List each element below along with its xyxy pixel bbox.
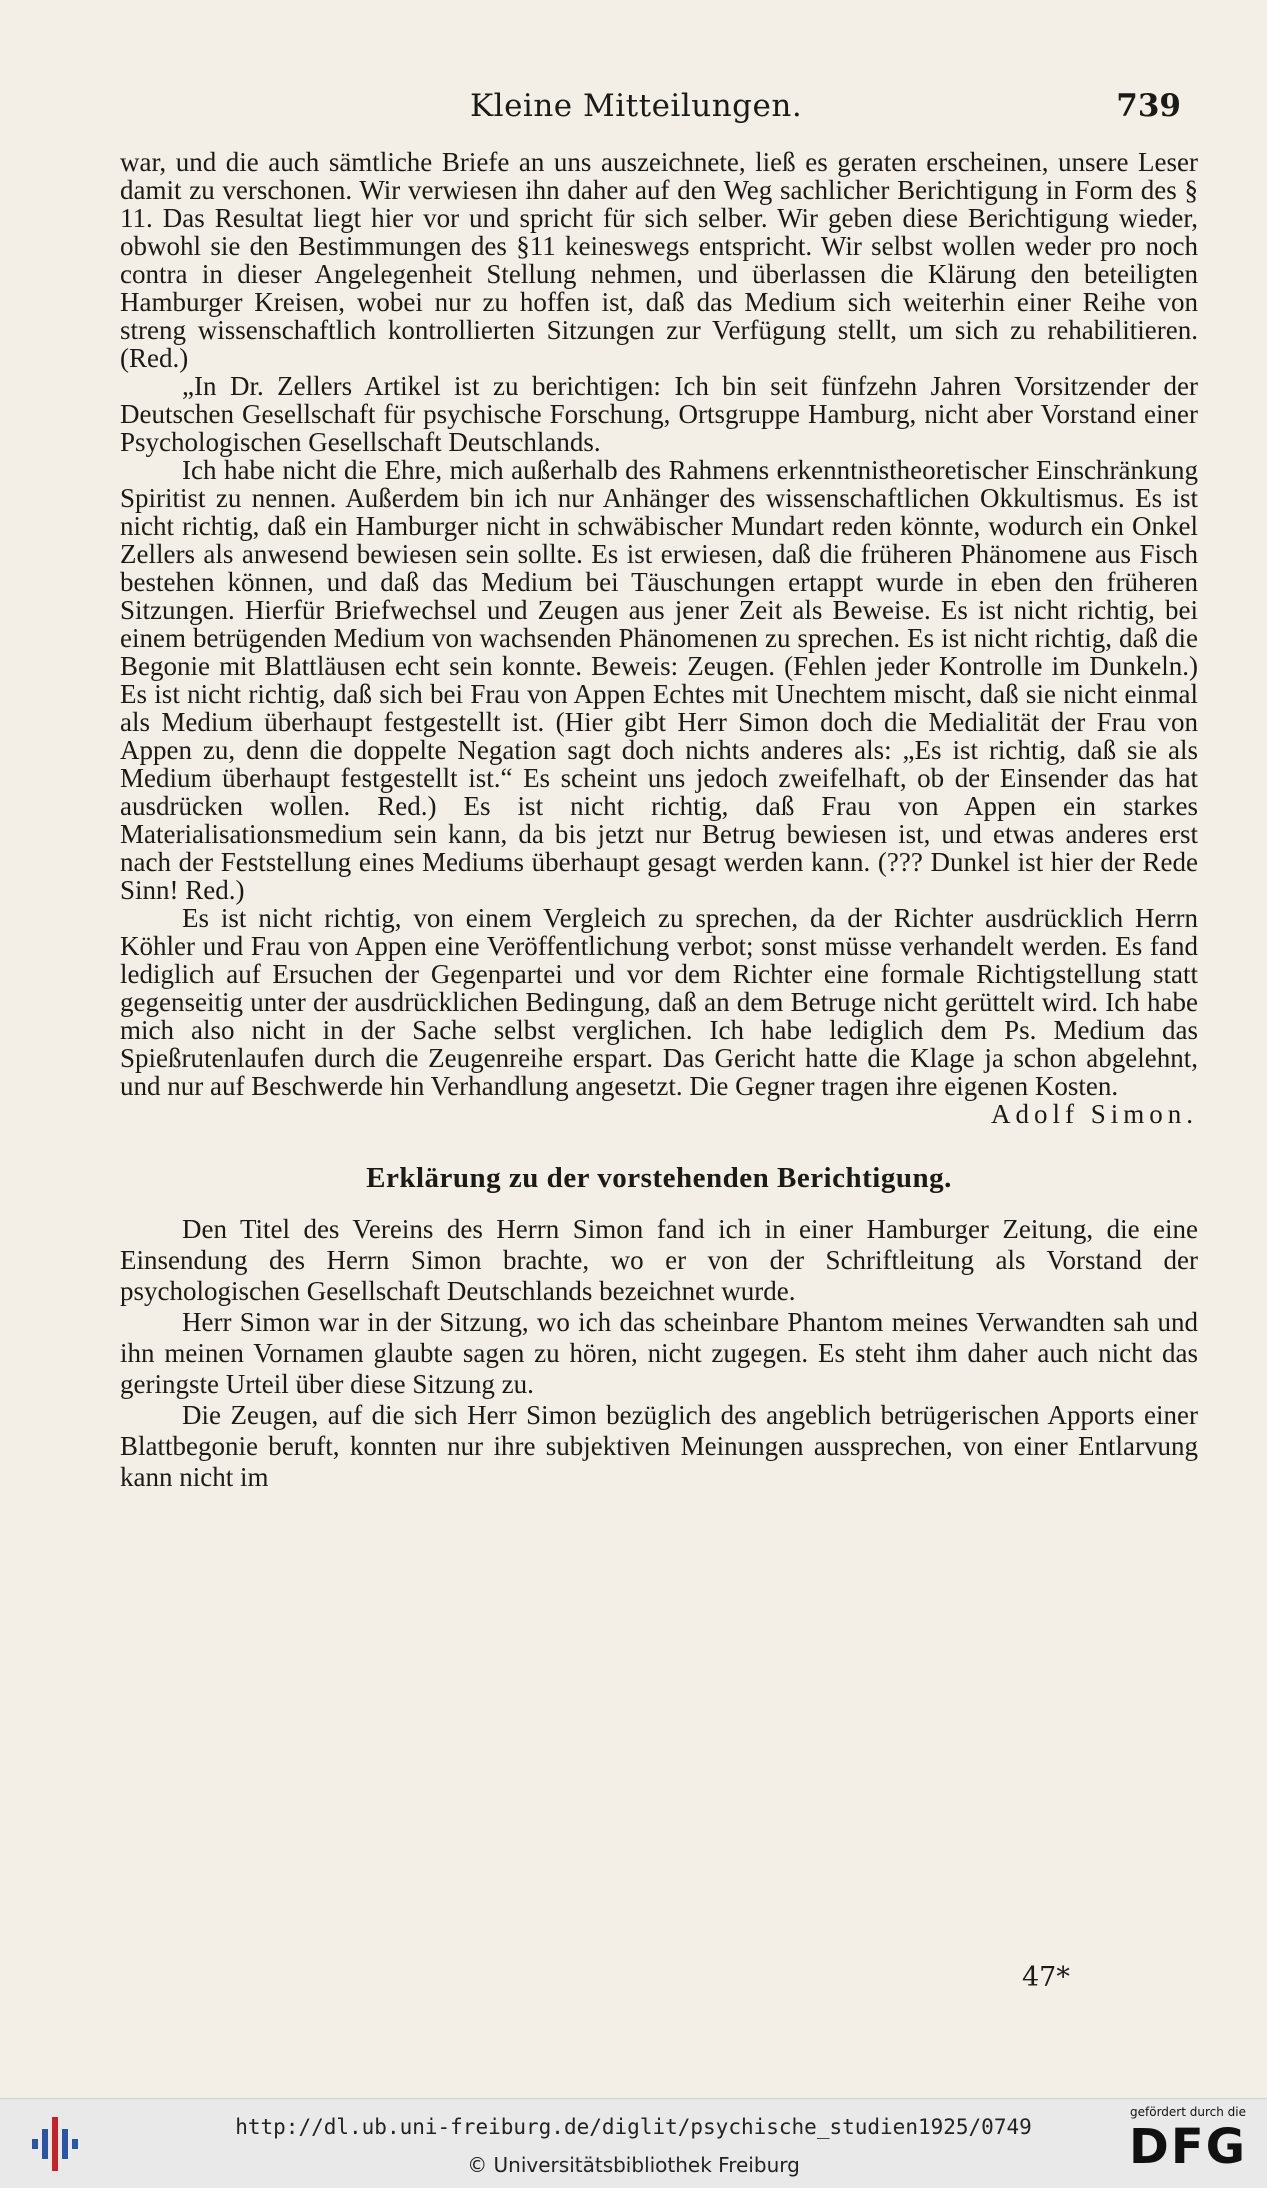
page-number: 739 [1116,88,1181,124]
funder-caption: gefördert durch die [1130,2105,1246,2119]
section-heading: Erklärung zu der vorstehenden Berichtigung. [366,1162,952,1194]
signature: Adolf Simon. [990,1099,1198,1129]
permalink-url[interactable]: http://dl.ub.uni-freiburg.de/diglit/psychische_studien1925/0749 [235,2115,1032,2139]
running-head: Kleine Mitteilungen. [470,88,803,124]
viewer-footer [0,2098,1267,2188]
paragraph: „In Dr. Zellers Artikel ist zu berichtigen: Ich bin seit fünfzehn Jahren Vorsitzender der Deutschen Gesellschaft für psychische Forschung, Ortsgruppe Hamburg, nicht aber Vorstand einer Psychologischen Gesellschaft Deutschlands. [120,371,1198,457]
paragraph: war, und die auch sämtliche Briefe an uns auszeichnete, ließ es geraten erscheinen, unsere Leser damit zu verschonen. Wir verwiesen ihn daher auf den Weg sachlicher Berichtigung in Form des § 11. Das Resultat liegt hier vor und spricht für sich selber. Wir geben diese Berichtigung wieder, obwohl sie den Bestimmungen des §11 keineswegs entspricht. Wir selbst wollen weder pro noch contra in dieser Angelegenheit Stellung nehmen, und überlassen die Klärung den beteiligten Hamburger Kreisen, wobei nur zu hoffen ist, daß das Medium sich weiterhin einer Reihe von streng wissenschaftlich kontrollierten Sitzungen zur Verfügung stellt, um sich zu rehabilitieren. (Red.) [120,147,1198,373]
body-text [120,148,1198,1493]
paragraph: Den Titel des Vereins des Herrn Simon fand ich in einer Hamburger Zeitung, die eine Einsendung des Herrn Simon brachte, wo er von der Schriftleitung als Vorstand der psychologischen Gesellschaft Deutschlands bezeichnet wurde. [120,1214,1198,1306]
paragraph: Die Zeugen, auf die sich Herr Simon bezüglich des angeblich betrügerischen Apports einer Blattbegonie beruft, konnten nur ihre subjektiven Meinungen aussprechen, von einer Entlarvung kann nicht im [120,1400,1198,1492]
copyright-notice: © Universitätsbibliothek Freiburg [467,2153,800,2177]
dfg-funder-logo[interactable] [1123,2105,1253,2175]
paragraph: Es ist nicht richtig, von einem Vergleich zu sprechen, da der Richter ausdrücklich Herrn Köhler und Frau von Appen eine Veröffentlichung verbot; sonst müsse verhandelt werden. Es fand lediglich auf Ersuchen der Gegenpartei und vor dem Richter eine formale Richtigstellung statt gegenseitig unter der ausdrücklichen Bedingung, daß an dem Betruge nicht gerüttelt wird. Ich habe mich also nicht in der Sache selbst verglichen. Ich habe lediglich dem Ps. Medium das Spießrutenlaufen durch die Zeugenreihe erspart. Das Gericht hatte die Klage ja schon abgelehnt, und nur auf Beschwerde hin Verhandlung angesetzt. Die Gegner tragen ihre eigenen Kosten. [120,903,1198,1101]
dfg-logo-text: DFG [1128,2119,1248,2175]
reply-text [120,1214,1198,1493]
paragraph: Ich habe nicht die Ehre, mich außerhalb des Rahmens erkenntnistheoretischer Einschränkung Spiritist zu nennen. Außerdem bin ich nur Anhänger des wissenschaftlichen Okkultismus. Es ist nicht richtig, daß ein Hamburger nicht in schwäbischer Mundart reden könnte, wodurch ein Onkel Zellers als anwesend bewiesen sein sollte. Es ist erwiesen, daß die früheren Phänomene aus Fisch bestehen können, und daß das Medium bei Täuschungen ertappt wurde in eben den früheren Sitzungen. Hierfür Briefwechsel und Zeugen aus jener Zeit als Beweise. Es ist nicht richtig, bei einem betrügenden Medium von wachsenden Phänomenen zu sprechen. Es ist nicht richtig, daß die Begonie mit Blattläusen echt sein konnte. Beweis: Zeugen. (Fehlen jeder Kontrolle im Dunkeln.) Es ist nicht richtig, daß sich bei Frau von Appen Echtes mit Unechtem mischt, daß sie nicht einmal als Medium überhaupt festgestellt ist. (Hier gibt Herr Simon doch die Medialität der Frau von Appen zu, denn die doppelte Negation sagt doch nichts anderes als: „Es ist richtig, daß sie als Medium überhaupt festgestellt ist.“ Es scheint uns jedoch zweifelhaft, ob der Einsender das hat ausdrücken wollen. Red.) Es ist nicht richtig, daß Frau von Appen ein starkes Materialisationsmedium sein kann, da bis jetzt nur Betrug bewiesen ist, und etwas anderes erst nach der Feststellung eines Mediums überhaupt gesagt werden kann. (??? Dunkel ist hier der Rede Sinn! Red.) [120,455,1198,905]
sheet-signature: 47* [1022,1962,1070,1993]
paragraph: Herr Simon war in der Sitzung, wo ich das scheinbare Phantom meines Verwandten sah und ihn meinen Vornamen glaubte sagen zu hören, nicht zugegen. Es steht ihm daher auch nicht das geringste Urteil über diese Sitzung zu. [120,1307,1198,1399]
